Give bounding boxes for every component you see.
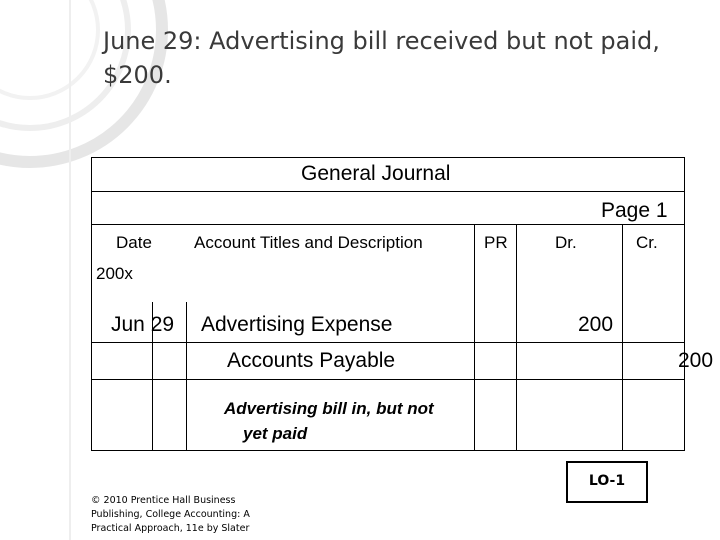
copyright-line-1: © 2010 Prentice Hall Business [91,495,236,506]
entry-1-debit: 200 [578,313,614,336]
page-row-divider [91,224,685,225]
entry-description [224,396,434,446]
copyright-notice [91,494,250,536]
column-header-credit: Cr. [636,233,658,252]
date-column-divider-2 [186,302,187,451]
slide-title [103,24,703,92]
column-header-date: Date [116,233,152,252]
learning-objective-badge: LO-1 [566,461,648,503]
journal-year: 200x [96,264,133,283]
slide-title-line-2: $200. [103,61,172,89]
title-row-divider [91,191,685,192]
copyright-line-3: Practical Approach, 11e by Slater [91,523,250,534]
journal-title: General Journal [301,162,451,185]
entry-1-account: Advertising Expense [201,313,393,336]
slide-title-line-1: June 29: Advertising bill received but not paid, [103,27,660,55]
column-header-account: Account Titles and Description [194,233,423,252]
debit-credit-divider [622,224,623,451]
entry-row-divider [91,342,685,343]
entry-row-divider-2 [91,379,685,380]
entry-description-line-1: Advertising bill in, but not [224,399,434,418]
page-number: Page 1 [601,199,668,222]
copyright-line-2: Publishing, College Accounting: A [91,509,250,520]
column-header-debit: Dr. [555,233,577,252]
entry-description-line-2: yet paid [243,424,308,443]
column-header-pr: PR [484,233,508,252]
entry-2-credit: 200 [678,349,714,372]
pr-column-left-divider [474,224,475,451]
pr-column-right-divider [516,224,517,451]
entry-1-date: Jun 29 [111,313,175,336]
entry-2-account: Accounts Payable [227,349,396,372]
